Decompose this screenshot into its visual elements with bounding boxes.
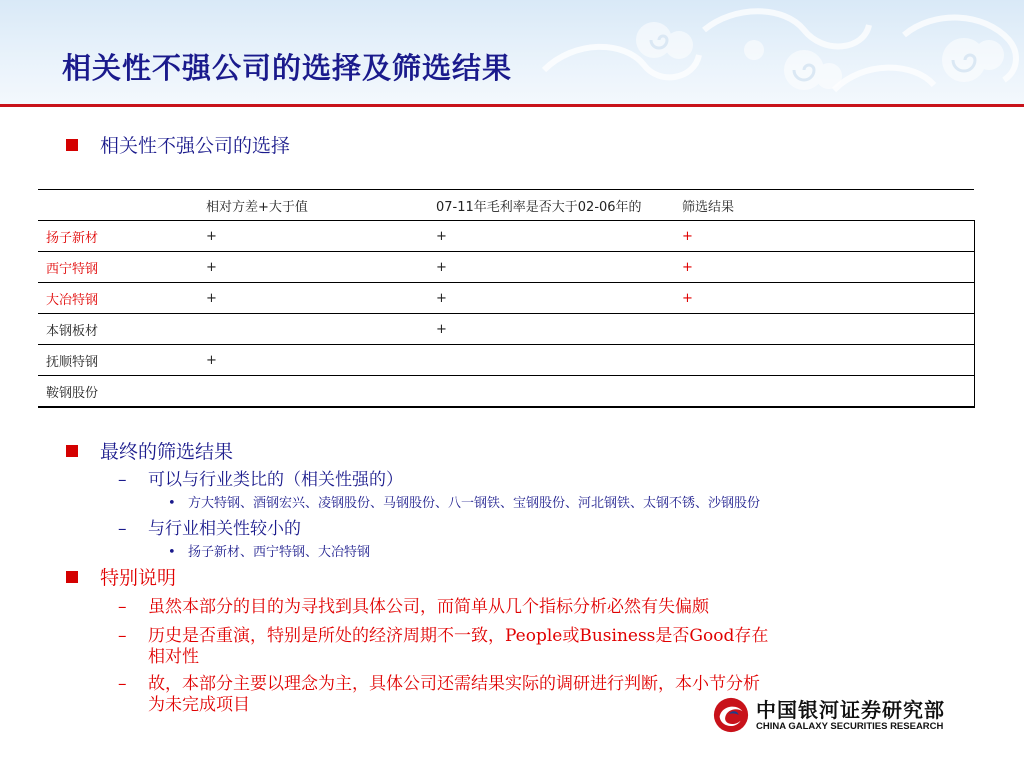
list-item-continuation: 相对性 bbox=[148, 647, 199, 667]
company-name-cell: 大冶特钢 bbox=[38, 283, 184, 314]
cloud-decoration-icon bbox=[504, 0, 1024, 104]
table-row bbox=[38, 314, 974, 345]
list-item bbox=[118, 621, 768, 646]
dash-bullet-icon: – bbox=[118, 470, 127, 490]
header-divider bbox=[0, 104, 1024, 107]
company-logo bbox=[712, 694, 974, 738]
list-item-continuation: 为未完成项目 bbox=[148, 695, 250, 715]
section-heading-text: 最终的筛选结果 bbox=[100, 441, 234, 463]
list-item bbox=[168, 492, 760, 511]
red-square-bullet-icon bbox=[66, 139, 78, 151]
table-row bbox=[38, 376, 974, 408]
red-square-bullet-icon bbox=[66, 571, 78, 583]
table-cell: + bbox=[184, 221, 414, 252]
table-header-cell: 07-11年毛利率是否大于02-06年的 bbox=[414, 190, 674, 221]
dash-bullet-icon: – bbox=[118, 519, 127, 539]
table-header-row bbox=[38, 190, 974, 221]
list-item-text: 扬子新材、西宁特钢、大冶特钢 bbox=[188, 545, 371, 560]
result-cell bbox=[674, 376, 974, 408]
table-cell: + bbox=[414, 314, 674, 345]
company-name-cell: 扬子新材 bbox=[38, 221, 184, 252]
table-row bbox=[38, 345, 974, 376]
table-cell: + bbox=[184, 283, 414, 314]
slide-header bbox=[0, 0, 1024, 104]
table-row bbox=[38, 221, 974, 252]
result-cell: + bbox=[674, 221, 974, 252]
list-item-text: 历史是否重演，特别是所处的经济周期不一致，People或Business是否Good存在 bbox=[148, 626, 769, 646]
dash-bullet-icon: – bbox=[118, 674, 127, 694]
dash-bullet-icon: – bbox=[118, 597, 127, 617]
table-row bbox=[38, 283, 974, 314]
section-heading-notes bbox=[66, 563, 176, 590]
logo-name-en: CHINA GALAXY SECURITIES RESEARCH bbox=[756, 721, 944, 732]
logo-name-cn: 中国银河证券研究部 bbox=[756, 698, 945, 722]
section-heading-selection bbox=[66, 131, 290, 158]
table-cell bbox=[414, 345, 674, 376]
dot-bullet-icon: • bbox=[168, 545, 176, 560]
company-name-cell: 西宁特钢 bbox=[38, 252, 184, 283]
list-item bbox=[118, 592, 709, 617]
table-cell: + bbox=[184, 345, 414, 376]
list-item-text: 与行业相关性较小的 bbox=[148, 519, 301, 539]
galaxy-swirl-logo-icon bbox=[712, 696, 750, 734]
list-item bbox=[118, 465, 403, 490]
list-item bbox=[118, 514, 301, 539]
table-header-cell: 筛选结果 bbox=[674, 190, 974, 221]
table-cell bbox=[184, 314, 414, 345]
table-cell bbox=[184, 376, 414, 408]
company-name-cell: 抚顺特钢 bbox=[38, 345, 184, 376]
list-item-text: 虽然本部分的目的为寻找到具体公司，而简单从几个指标分析必然有失偏颇 bbox=[148, 597, 709, 617]
table-cell: + bbox=[414, 252, 674, 283]
list-item bbox=[168, 541, 370, 560]
result-cell bbox=[674, 314, 974, 345]
table-row bbox=[38, 252, 974, 283]
dot-bullet-icon: • bbox=[168, 496, 176, 511]
table-cell: + bbox=[414, 283, 674, 314]
table-cell bbox=[414, 376, 674, 408]
result-cell: + bbox=[674, 252, 974, 283]
table-cell: + bbox=[184, 252, 414, 283]
screening-table bbox=[38, 189, 975, 408]
page-title: 相关性不强公司的选择及筛选结果 bbox=[62, 51, 513, 85]
company-name-cell: 本钢板材 bbox=[38, 314, 184, 345]
list-item-text: 故，本部分主要以理念为主，具体公司还需结果实际的调研进行判断，本小节分析 bbox=[148, 674, 760, 694]
dash-bullet-icon: – bbox=[118, 626, 127, 646]
table-header-cell: 相对方差+大于值 bbox=[184, 190, 414, 221]
result-cell: + bbox=[674, 283, 974, 314]
section-heading-text: 相关性不强公司的选择 bbox=[100, 135, 291, 157]
result-cell bbox=[674, 345, 974, 376]
list-item-text: 可以与行业类比的（相关性强的） bbox=[148, 470, 403, 490]
list-item-text: 方大特钢、酒钢宏兴、凌钢股份、马钢股份、八一钢铁、宝钢股份、河北钢铁、太钢不锈、沙钢股份 bbox=[188, 496, 761, 511]
section-heading-text: 特别说明 bbox=[100, 567, 177, 589]
red-square-bullet-icon bbox=[66, 445, 78, 457]
section-heading-final bbox=[66, 437, 233, 464]
company-name-cell: 鞍钢股份 bbox=[38, 376, 184, 408]
table-cell: + bbox=[414, 221, 674, 252]
table-header-cell bbox=[38, 190, 184, 221]
